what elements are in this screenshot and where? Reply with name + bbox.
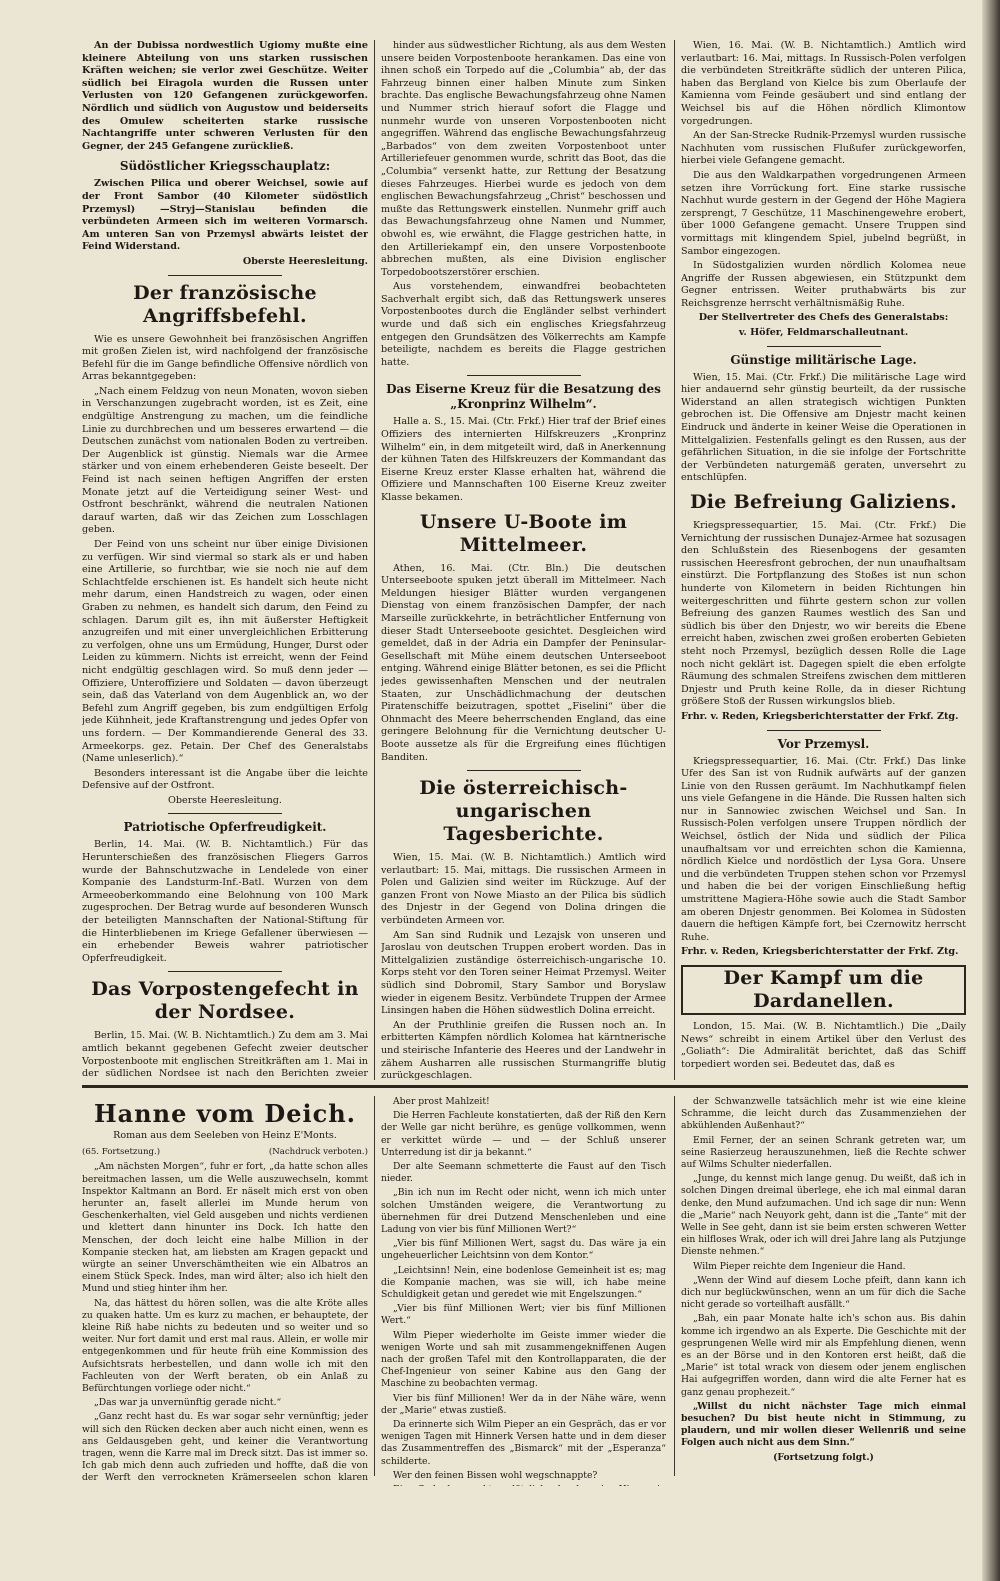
column-rule xyxy=(674,40,675,1080)
article-paragraph: „Nach einem Feldzug von neun Monaten, wovon sieben in Verschanzungen zugebracht worden, ist es Zeit, eine endgültige Anstrengung zu machen, um die feindliche Linie zu durchbrechen und um besseres erwartend — die Deutschen zunächst vom nationalen Boden zu vertreiben. Der Augenblick ist günstig. Niemals war die Armee stärker und von einem erhebenderen Geiste beseelt. Der Feind ist nach seinen heftigen Angriffen der ersten Monate jetzt auf die Verteidigung seiner West- und Ostfront beschränkt, während die neutralen Nationen darauf warten, daß wir das Zeichen zum Losschlagen geben. xyxy=(82,385,368,536)
novel-paragraph: „Am nächsten Morgen“, fuhr er fort, „da hatte schon alles bereitmachen lassen, um die Welle auszuwechseln, kommt Inspektor Kaltmann an Bord. Er näselt mich erst von oben herunter an, faselt allerlei im Munde herum von Geschenkerhalten, viel Geld ausgeben und nichts verdienen und klettert dann hinunter ins Dock. Ich hatte den Menschen, der doch leicht eine halbe Million in der Kompanie stecken hat, am liebsten am Kragen gepackt und würgte an seiner Unverschämtheiten wie ein Albatros an einem Stück Speck. Indes, man wird älter; also ich hielt den Mund und stieg hinter ihm her. xyxy=(82,1161,368,1295)
article-paragraph: Wien, 15. Mai. (W. B. Nichtamtlich.) Amtlich wird verlautbart: 15. Mai, mittags. Die russischen Armeen in Polen und Galizien sind weiter im Rückzuge. Auf der ganzen Front von Nowe Miasto an der Pilica bis südlich des Dnjestr in der Gegend von Dolina dringen die verbündeten Armeen vor. xyxy=(381,852,666,927)
article-paragraph: Wien, 16. Mai. (W. B. Nichtamtlich.) Amtlich wird verlautbart: 16. Mai, mittags. In Russisch-Polen verfolgen die verbündeten Streitkräfte südlich der unteren Pilica, haben das Bergland von Kielce bis zum Oberlaufe der Kamienna vom Feinde gesäubert und sind entlang der Weichsel bis auf die Höhen nördlich Klimontow vorgedrungen. xyxy=(681,40,966,127)
article-title-nordsee: Das Vorpostengefecht in der Nordsee. xyxy=(91,978,359,1024)
novel-paragraph: Wer den feinen Bissen wohl wegschnappte? xyxy=(393,1469,598,1481)
signature: Frhr. v. Reden, Kriegsberichterstatter der Frkf. Ztg. xyxy=(681,710,959,722)
novel-paragraph: „Willst du nicht nächster Tage mich einmal besuchen? Du bist heute nicht in Stimmung, zu plaudern, und mir wollen dieser Wellenriß und seine Folgen auch nicht aus dem Sinn.“ xyxy=(681,1400,966,1449)
article-paragraph: Wien, 15. Mai. (Ctr. Frkf.) Die militärische Lage wird hier andauernd sehr günstig beurteilt, da der russische Widerstand an allen strategisch wichtigen Punkten gebrochen ist. Die Offensive am Dnjestr macht keinen Eindruck und änderte in keiner Weise die Operationen in Mittelgalizien. Festenfalls gelingt es den Russen, aus der gefährlichen Situation, in die sie infolge der Fortschritte der Verbündeten naturgemäß geraten, unversehrt zu entschlüpfen. xyxy=(681,371,966,484)
page-binding-edge xyxy=(982,0,1000,1581)
divider xyxy=(168,813,282,814)
column-1 xyxy=(82,40,368,1080)
novel-paragraph: Emil Ferner, der an seinen Schrank getreten war, um seine Rasierzeug herauszunehmen, ließ die Rechte schwer auf Wilms Schulter niederfallen. xyxy=(681,1134,966,1171)
article-paragraph: hinder aus südwestlicher Richtung, als aus dem Westen unsere beiden Vorpostenboote herankamen. Das eine von ihnen schoß ein Torpedo auf die „Columbia“ ab, der das Fahrzeug binnen einer halben Minute zum Sinken brachte. Das englische Bewachungsfahrzeug ohne Namen und Nummer strich hierauf sofort die Flagge und nunmehr wurde von unseren Vorpostenbooten nicht angegriffen. Während das englische Bewachungsfahrzeug „Barbados“ von dem zweiten Vorpostenboot unter Artilleriefeuer genommen wurde, schritt das Boot, das die „Columbia“ versenkt hatte, zur Rettung der Besatzung dieses Fahrzeuges. Hierbei wurde es jedoch von dem englischen Bewachungsfahrzeug „Christ“ beschossen und mußte das Rettungswerk einstellen. Nunmehr griff auch das Bewachungsfahrzeug ohne Namen und Nummer, obwohl es, wie erwähnt, die Flagge gestrichen hatte, in den Artilleriekampf ein, den unsere Vorpostenboote abbrechen mußten, als eine Division englischer Torpedobootszerstörer erschien. xyxy=(381,40,666,278)
column-rule xyxy=(674,1096,675,1476)
article-paragraph: London, 15. Mai. (W. B. Nichtamtlich.) Die „Daily News“ schreibt in einem Artikel über den Verlust des „Goliath“: Die Admiralität berichtet, daß das Schiff torpediert worden sei. Bedeutet das, daß es xyxy=(681,1021,966,1070)
article-title-french-order: Der französische Angriffsbefehl. xyxy=(133,281,317,327)
divider xyxy=(168,275,282,276)
novel-paragraph xyxy=(381,1484,666,1486)
article-title-dardanelles: Der Kampf um die Dardanellen. xyxy=(681,965,966,1015)
column-rule xyxy=(374,40,375,1080)
divider xyxy=(767,346,881,347)
novel-paragraph: „Bah, ein paar Monate halte ich's schon aus. Bis dahin komme ich irgendwo an als Experte. Die Geschichte mit der gesprungenen Welle wird mir als Empfehlung dienen, wenn es an der Börse und in den Kontoren erst heißt, daß die „Marie“ ist total wrack von diesem oder jenem englischen Hai aufgegriffen worden, dann wird die alte Ferner hat es ganz genau prophezeit.“ xyxy=(681,1313,966,1398)
divider xyxy=(767,730,881,731)
article-paragraph: Aus vorstehendem, einwandfrei beobachteten Sachverhalt ergibt sich, daß das Rettungswerk unseres Vorpostenbootes durch die Engländer selbst verhindert wurde und daß sich ein englisches Kriegsfahrzeug entgegen den Grundsätzen des Völkerrechts am Kampfe beteiligte, nachdem es bereits die Flagge gestrichen hatte. xyxy=(381,281,666,368)
article-paragraph: An der Pruthlinie greifen die Russen noch an. In erbitterten Kämpfen nördlich Kolomea hat kärntnerische und steirische Infanterie des Heeres und der Landwehr in zähem Ausharren alle russischen Sturmangriffe blutig zurückgeschlagen. xyxy=(381,1019,666,1080)
novel-meta xyxy=(82,1146,368,1158)
article-title-iron-cross: Das Eiserne Kreuz für die Besatzung des „Kronprinz Wilhelm“. xyxy=(386,382,661,412)
novel-paragraph: „Leichtsinn! Nein, eine bodenlose Gemeinheit ist es; mag die Kompanie machen, was sie will, ich habe meine Schuldigkeit getan und geredet wie mit Engelszungen.“ xyxy=(381,1264,666,1301)
article-paragraph: Besonders interessant ist die Angabe über die leichte Defensive auf der Ostfront. xyxy=(82,767,368,792)
novel-paragraph: Na, das hättest du hören sollen, was die alte Kröte alles zu quaken hatte. Um es kurz zu machen, er behauptete, der kleine Riß habe nichts zu bedeuten und so weiter und so weiter. Nur fort damit und erst mal raus. Allein, er wolle mir entgegenkommen und für heute früh eine Kommission des Aufsichtsrats herbestellen, und dann wolle ich mit den Fachleuten von der Werft beraten, ob ein Anlaß zu Befürchtungen vorliege oder nicht.“ xyxy=(82,1297,368,1395)
novel-paragraph: Aber prost Mahlzeit! xyxy=(393,1096,490,1107)
novel-paragraph: Wilm Pieper reichte dem Ingenieur die Hand. xyxy=(693,1260,906,1272)
article-paragraph: Berlin, 14. Mai. (W. B. Nichtamtlich.) Für das Herunterschießen des französischen Fliegers Garros wurde der Bahnschutzwache in Lendelede von einer Kompanie des Landsturm-Inf.-Batl. Wurzen von dem Armeeoberkommando eine Belohnung von 100 Mark zugesprochen. Der Betrag wurde auf besonderen Wunsch der beteiligten Mannschaften der National-Stiftung für die Hinterbliebenen im Kriege Gefallener überwiesen — ein erhebender Beweis wahrer patriotischer Opferfreudigkeit. xyxy=(82,839,368,964)
column-rule xyxy=(374,1096,375,1476)
article-title-austria: Die österreichisch-ungarischen Tagesberichte. xyxy=(419,777,628,846)
signature: Oberste Heeresleitung. xyxy=(242,255,368,267)
article-paragraph: Berlin, 15. Mai. (W. B. Nichtamtlich.) Zu dem am 3. Mai amtlich bekannt gegebenen Gefecht zweier deutscher Vorpostenboote mit englischen Streitkräften am 1. Mai in der südlichen Nordsee ist nach den Berichten zweier xyxy=(82,1030,368,1080)
article-paragraph: Kriegspressequartier, 16. Mai. (Ctr. Frkf.) Das linke Ufer des San ist von Rudnik aufwärts auf der ganzen Linie von den Russen geräumt. Im Nachhutkampf fielen uns viele Gefangene in die Hände. Die Russen halten sich nur in Sannowiec zwischen Weichsel und San. In Russisch-Polen verfolgen unsere Truppen nördlich der Weichsel, östlich der Nida und südlich der Pilica unaufhaltsam vor und erreichten schon die Kamienna, nördlich Kielce und nordöstlich der Lysa Gora. Unsere und die verbündeten Truppen stehen schon vor Przemysl und haben die bei der vorigen Einschließung heftig umstrittene Magiera-Höhe sowie auch die Stadt Sambor am oberen Dnjestr genommen. Bei Kolomea in Südosten dauern die heftigen Kämpfe fort, bei Czernowitz herrscht Ruhe. xyxy=(681,755,966,943)
southeast-text: Zwischen Pilica und oberer Weichsel, sowie auf der Front Sambor (40 Kilometer südöstlich Przemysl) —Stryj—Stanislau befinden die verbündeten Armeen sich im weiteren Vormarsch. Am unteren San von Przemysl abwärts leistet der Feind Widerstand. xyxy=(82,178,368,253)
novel-paragraph: „Bin ich nun im Recht oder nicht, wenn ich mich unter solchen Umständen weigere, die Verantwortung zu übernehmen für drei Dutzend Menschenleben und eine Ladung von vier bis fünf Millionen Wert?“ xyxy=(381,1187,666,1236)
article-paragraph: Athen, 16. Mai. (Ctr. Bln.) Die deutschen Unterseeboote spuken jetzt überall im Mittelmeer. Nach Meldungen hiesiger Blätter wurden vergangenen Dienstag von einem französischen Dampfer, der nach Marseille zurückkehrte, in beträchtlicher Entfernung von dieser Stadt Unterseeboote gesichtet. Desgleichen wird gemeldet, daß in der Adria ein Dampfer der Peninsular-Gesellschaft mit Mühe einem deutschen Unterseeboot entging. Während einige Blätter betonen, es sei die Pflicht jedes gewissenhaften Menschen und der neutralen Staaten, zur Unschädlichmachung der deutschen Piratenschiffe beizutragen, spottet „Fiselini“ über die Ohnmacht des Meere beherrschenden England, das eine geringere Belohnung für die Vernichtung deutscher U-Boote aussetze als für die Ergreifung eines flüchtigen Banditen. xyxy=(381,562,666,763)
signature: Der Stellvertreter des Chefs des Generalstabs: xyxy=(698,312,949,324)
divider xyxy=(168,971,282,972)
novel-paragraph: Da erinnerte sich Wilm Pieper an ein Gespräch, das er vor wenigen Tagen mit Hinnerk Versen hatte und in dem dieser das Zusammentreffen des „Bismarck“ mit der „Esperanza“ schilderte. xyxy=(381,1419,666,1467)
novel-paragraph: „Das war ja unvernünftig gerade nicht.“ xyxy=(94,1397,282,1409)
feuilleton-column-1 xyxy=(82,1096,368,1486)
continuation-notice: (Fortsetzung folgt.) xyxy=(773,1451,874,1463)
novel-paragraph: Wilm Pieper wiederholte im Geiste immer wieder die wenigen Worte und sah mit zusammengekniffenen Augen nach der großen Tafel mit den Kontrollapparaten, die der Chef-Ingenieur von seiner Kabine aus den Gang der Maschine zu beobachten vermag. xyxy=(381,1329,666,1390)
article-title-uboats: Unsere U-Boote im Mittelmeer. xyxy=(419,510,628,556)
novel-paragraph: der Schwanzwelle tatsächlich mehr ist wie eine kleine Schramme, die leicht durch das Zusammenziehen der abkühlenden Außenhaut?“ xyxy=(681,1096,966,1132)
article-paragraph: An der San-Strecke Rudnik-Przemysl wurden russische Nachhuten vom russischen Flußufer zurückgeworfen, hierbei viele Gefangene gemacht. xyxy=(681,130,966,167)
article-paragraph: Kriegspressequartier, 15. Mai. (Ctr. Frkf.) Die Vernichtung der russischen Dunajez-Armee hat sozusagen den Schlußstein des Riesenbogens der gesamten russischen Heeresfront gebrochen, der nun unaufhaltsam einstürzt. Die Fortpflanzung des Stoßes ist nun schon hunderte von Kilometern in beiden Richtungen hin weitergeschritten und führte gestern schon zur vollen Befreiung des ganzen Raumes westlich des San und südlich bis über den Dnjestr, wo wir bereits die Ebene erreicht haben, zwischen zwei großen eroberten Gebieten steht noch Przemysl, bezüglich dessen Rolle die Lage noch nicht geklärt ist. Dagegen spielt die eben erfolgte Räumung des schmalen Streifens zwischen dem mittleren Dnjestr und Pruth keine Rolle, da in dieser Richtung größere Stoß der Russen wirkungslos blieb. xyxy=(681,520,966,708)
article-title-situation: Günstige militärische Lage. xyxy=(730,352,917,367)
novel-paragraph: „Wenn der Wind auf diesem Loche pfeift, dann kann ich dich nur beglückwünschen, wenn an um für dich die Sache nicht gerade so vorteilhaft ausfällt.“ xyxy=(681,1274,966,1311)
signature: v. Höfer, Feldmarschalleutnant. xyxy=(738,327,909,339)
column-3 xyxy=(681,40,966,1080)
novel-title: Hanne vom Deich. xyxy=(93,1099,357,1128)
article-title-galicia: Die Befreiung Galiziens. xyxy=(690,491,957,513)
signature: Oberste Heeresleitung. xyxy=(168,794,282,806)
article-paragraph: Halle a. S., 15. Mai. (Ctr. Frkf.) Hier traf der Brief eines Offiziers des internierten Hilfskreuzers „Kronprinz Wilhelm“ ein, in dem mitgeteilt wird, daß in Anerkennung der kühnen Taten des Hilfskreuzers der Kommandant das Eiserne Kreuz erster Klasse erhalten hat, während die Offiziere und Mannschaften 100 Eiserne Kreuz zweiter Klasse bekamen. xyxy=(381,416,666,503)
signature: Frhr. v. Reden, Kriegsberichterstatter der Frkf. Ztg. xyxy=(681,946,959,958)
southeast-heading: Südöstlicher Kriegsschauplatz: xyxy=(119,159,331,174)
feuilleton-column-2 xyxy=(381,1096,666,1486)
novel-paragraph: „Vier bis fünf Millionen Wert; vier bis fünf Millionen Wert.“ xyxy=(381,1303,666,1327)
article-paragraph: Am San sind Rudnik und Lezajsk von unseren und Jaroslau von deutschen Truppen erobert worden. Das in Mittelgalizien zuständige österreichisch-ungarische 10. Korps steht vor den Toren seiner Heimat Przemysl. Weiter südlich sind Dobromil, Stary Sambor und Boryslaw wieder in eigenem Besitz. Verbündete Truppen der Armee Linsingen haben die Höhen südwestlich Dolina erreicht. xyxy=(381,929,666,1017)
article-title-przemysl: Vor Przemysl. xyxy=(777,736,870,751)
article-paragraph: Der Feind von uns scheint nur über einige Divisionen zu verfügen. Wir sind viermal so stark als er und haben eine Artillerie, so furchtbar, wie sie noch nie auf dem Schlachtfelde erschienen ist. Es handelt sich heute nicht mehr darum, einen Handstreich zu wagen, oder einen Graben zu nehmen, es handelt sich darum, den Feind zu schlagen. Darum gilt es, ihn mit äußerster Heftigkeit anzugreifen und mit einer unvergleichlichen Erbitterung zu verfolgen, ohne uns um Ermüdung, Hunger, Durst oder Leiden zu kümmern. Nichts ist erreicht, wenn der Feind nicht endgültig geschlagen wird. So muß denn jeder — Offiziere, Unteroffiziere und Soldaten — davon überzeugt sein, daß das Vaterland von dem Augenblick an, wo der Befehl zum Angriff gegeben, bis zum endgültigen Erfolg jede Kühnheit, jede Kraftanstrengung und jedes Opfer von uns fordern. — Der Kommandierende General des 33. Armeekorps. gez. Petain. Der Chef des Generalstabs (Name unleserlich).“ xyxy=(82,539,368,765)
novel-paragraph: „Vier bis fünf Millionen Wert, sagst du. Das wäre ja ein ungeheuerlicher Leichtsinn von dem Kontor.“ xyxy=(381,1238,666,1262)
novel-paragraph: Der alte Seemann schmetterte die Faust auf den Tisch nieder. xyxy=(381,1161,666,1185)
reprint-notice: (Nachdruck verboten.) xyxy=(268,1147,368,1158)
article-title-patriot: Patriotische Opferfreudigkeit. xyxy=(123,820,327,835)
installment-number: (65. Fortsetzung.) xyxy=(82,1147,161,1158)
novel-subtitle: Roman aus dem Seeleben von Heinz E'Monts. xyxy=(113,1130,337,1141)
divider xyxy=(467,375,581,376)
article-paragraph: Wie es unsere Gewohnheit bei französischen Angriffen mit großen Zielen ist, wird nachfolgend der französische Befehl für die im Gange befindliche Offensive nördlich von Arras bekanntgegeben: xyxy=(82,333,368,383)
article-paragraph: In Südostgalizien wurden nördlich Kolomea neue Angriffe der Russen abgewiesen, ein Stützpunkt dem Gegner entrissen. Weiter pruthabwärts bis zur Reichsgrenze herrscht verhältnismäßig Ruhe. xyxy=(681,260,966,309)
army-report-tail: An der Dubissa nordwestlich Ugiomy mußte eine kleinere Abteilung von uns starken russischen Kräften weichen; sie verlor zwei Geschütze. Weiter südlich bei Eiragola wurden die Russen unter Verlusten von 120 Gefangenen zurückgeworfen. Nördlich und südlich von Augustow und beiderseits des Omulew scheiterten starke russische Nachtangriffe unter schweren Verlusten für den Gegner, der 245 Gefangene zurückließ. xyxy=(82,40,368,152)
feuilleton-column-3 xyxy=(681,1096,966,1486)
article-paragraph: Die aus den Waldkarpathen vorgedrungenen Armeen setzen ihre Vorrückung fort. Eine starke russische Nachhut wurde gestern in der Gegend der Höhe Magiera zersprengt, 7 Geschütze, 11 Maschinengewehre erobert, über 1000 Gefangene gemacht. Unsere Truppen sind vormittags mit klingendem Spiel, jubelnd begrüßt, in Sambor eingezogen. xyxy=(681,169,966,257)
column-2 xyxy=(381,40,666,1080)
novel-paragraph: Vier bis fünf Millionen! Wer da in der Nähe wäre, wenn der „Marie“ etwas zustieß. xyxy=(381,1392,666,1416)
divider xyxy=(467,770,581,771)
feuilleton-separator xyxy=(82,1085,968,1088)
novel-paragraph: „Junge, du kennst mich lange genug. Du weißt, daß ich in solchen Dingen dreimal überlege, ehe ich mal einmal daran denke, den Mund aufzumachen. Und ich sage dir nun: Wenn die „Marie“ nach Neuyork geht, dann ist die „Tante“ mit der Welle in See geht, dann ist sie beim ersten schweren Wetter ein hilfloses Wrak, oder ich will drei Jahre lang als Putzjunge Dienste nehmen.“ xyxy=(681,1173,966,1258)
novel-paragraph: Die Herren Fachleute konstatierten, daß der Riß den Kern der Welle gar nicht berühre, es genüge vollkommen, wenn er verkittet würde — und — der Schluß unserer Unterredung ist dir ja bekannt.“ xyxy=(381,1110,666,1158)
novel-paragraph: „Ganz recht hast du. Es war sogar sehr vernünftig; jeder will sich den Rücken decken aber auch nicht einen, wenn es ans Geldausgeben geht, und keiner die Verantwortung tragen, wenn die Karre mal im Dreck sitzt. Das ist immer so. Ich gab mich denn auch zufrieden und hoffte, daß die von der Werft den verrockneten Krämerseelen schon klaren xyxy=(82,1411,368,1484)
